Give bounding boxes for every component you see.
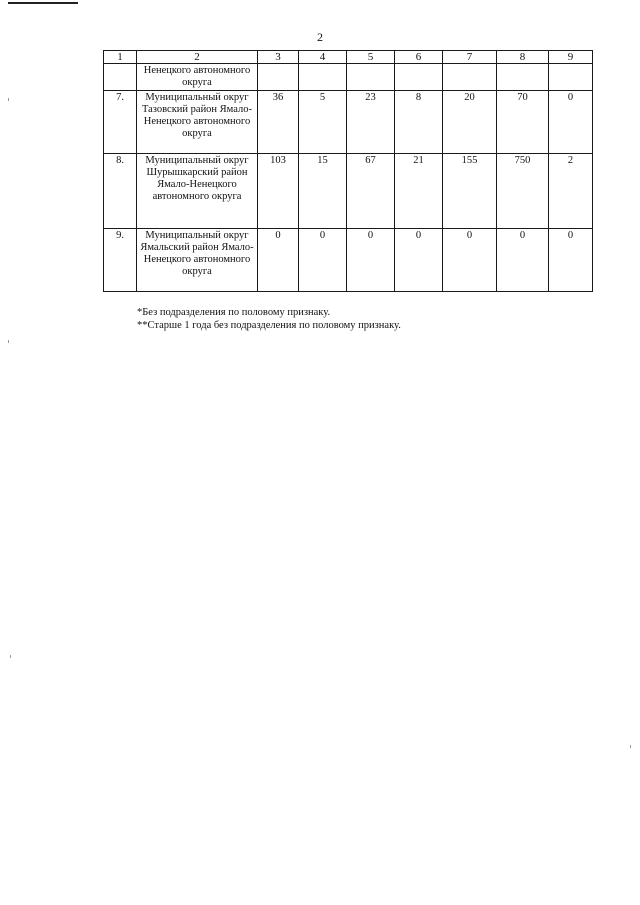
value-cell xyxy=(299,64,347,91)
column-header: 2 xyxy=(137,51,258,64)
table-row xyxy=(104,64,593,91)
value-cell: 0 xyxy=(443,229,497,292)
scan-corner-mark xyxy=(8,2,78,4)
scan-artifact xyxy=(8,340,9,343)
column-header: 7 xyxy=(443,51,497,64)
value-cell: 0 xyxy=(347,229,395,292)
row-number: 8. xyxy=(104,154,137,229)
row-number: 9. xyxy=(104,229,137,292)
value-cell: 21 xyxy=(395,154,443,229)
value-cell: 0 xyxy=(395,229,443,292)
column-header: 8 xyxy=(497,51,549,64)
value-cell: 23 xyxy=(347,91,395,154)
scan-artifact xyxy=(10,655,11,658)
value-cell xyxy=(443,64,497,91)
table-header-row xyxy=(104,51,593,64)
scan-artifact xyxy=(630,745,631,748)
value-cell: 0 xyxy=(549,91,593,154)
value-cell: 0 xyxy=(258,229,299,292)
value-cell xyxy=(549,64,593,91)
column-header: 3 xyxy=(258,51,299,64)
value-cell: 5 xyxy=(299,91,347,154)
column-header: 5 xyxy=(347,51,395,64)
value-cell: 103 xyxy=(258,154,299,229)
footnote-sex-breakdown: *Без подразделения по половому признаку. xyxy=(137,307,331,318)
column-header: 1 xyxy=(104,51,137,64)
municipality-name: Ненецкого автономного округа xyxy=(137,64,258,91)
value-cell: 8 xyxy=(395,91,443,154)
page-number: 2 xyxy=(317,30,323,44)
value-cell: 20 xyxy=(443,91,497,154)
footnote-age-breakdown: **Старше 1 года без подразделения по половому признаку. xyxy=(137,320,401,331)
value-cell: 750 xyxy=(497,154,549,229)
value-cell xyxy=(347,64,395,91)
scan-artifact xyxy=(8,98,9,101)
value-cell xyxy=(395,64,443,91)
value-cell: 0 xyxy=(549,229,593,292)
table-row xyxy=(104,91,593,154)
column-header: 6 xyxy=(395,51,443,64)
value-cell xyxy=(258,64,299,91)
value-cell: 36 xyxy=(258,91,299,154)
value-cell: 67 xyxy=(347,154,395,229)
column-header: 9 xyxy=(549,51,593,64)
value-cell: 2 xyxy=(549,154,593,229)
table-row xyxy=(104,229,593,292)
footnotes xyxy=(137,306,401,332)
row-number: 7. xyxy=(104,91,137,154)
value-cell: 70 xyxy=(497,91,549,154)
municipality-name: Муниципальный округ Тазовский район Ямало-Ненецкого автономного округа xyxy=(137,91,258,154)
table-row xyxy=(104,154,593,229)
municipality-name: Муниципальный округ Ямальский район Ямало-Ненецкого автономного округа xyxy=(137,229,258,292)
data-table xyxy=(103,50,593,292)
value-cell: 0 xyxy=(497,229,549,292)
value-cell: 0 xyxy=(299,229,347,292)
value-cell: 15 xyxy=(299,154,347,229)
value-cell xyxy=(497,64,549,91)
row-number xyxy=(104,64,137,91)
municipality-name: Муниципальный округ Шурышкарский район Ямало-Ненецкого автономного округа xyxy=(137,154,258,229)
column-header: 4 xyxy=(299,51,347,64)
value-cell: 155 xyxy=(443,154,497,229)
